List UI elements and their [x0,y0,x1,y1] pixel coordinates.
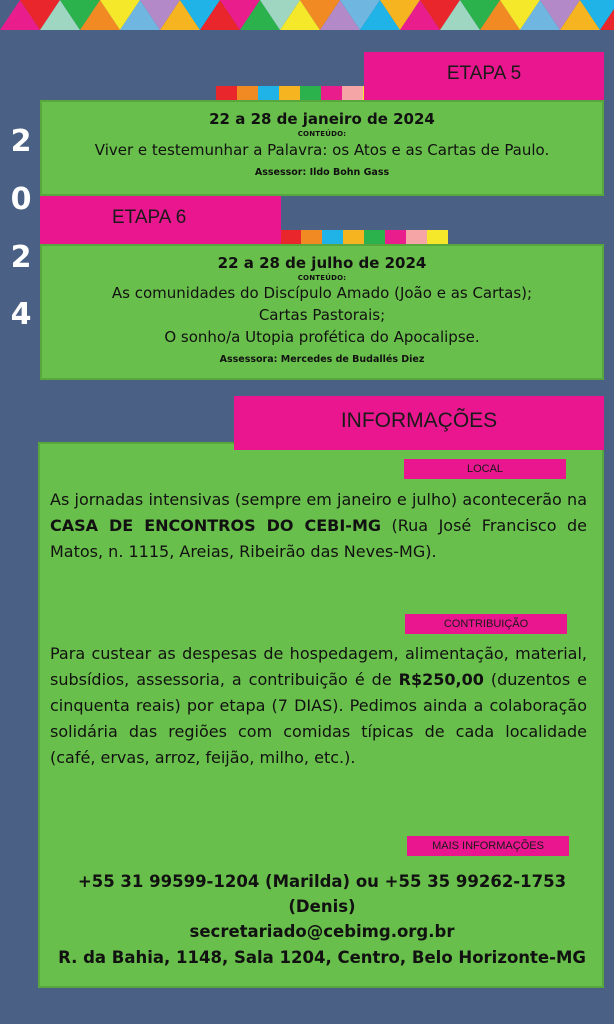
stripe-segment [364,230,385,244]
local-paragraph [50,487,587,565]
contrib-text-1: Para custear as despesas de hospedagem, alimentação, material, subsídios, assessoria, a contribuição é de [50,644,587,689]
etapa6-topic-2: Cartas Pastorais; [258,306,386,324]
stripe-segment [280,230,301,244]
contrib-value: R$250,00 [398,670,484,689]
year-digit-4: 4 [10,297,32,332]
stripe-segment [300,86,321,100]
etapa6-date: 22 a 28 de julho de 2024 [217,254,427,272]
phone-line-1: +55 31 99599-1204 (Marilda) ou +55 35 99262-1753 [77,872,567,891]
local-tag: LOCAL [404,459,566,479]
stripe-segment [385,230,406,244]
info-title: INFORMAÇÕES [234,396,604,450]
color-stripe [280,230,448,244]
decorative-triangle-band [0,0,614,32]
mais-informacoes-tag: MAIS INFORMAÇÕES [407,836,569,856]
triangle-pattern [0,0,614,32]
etapa6-topic-3: O sonho/a Utopia profética do Apocalipse. [164,328,480,346]
etapa6-assessor: Assessora: Mercedes de Budallés Diez [219,354,425,365]
color-stripe [216,86,384,100]
etapa5-topic: Viver e testemunhar a Palavra: os Atos e as Cartas de Paulo. [94,141,550,159]
year-digit-3: 2 [10,240,32,275]
stripe-segment [343,230,364,244]
contribuicao-tag: CONTRIBUIÇÃO [405,614,567,634]
etapa5-label: ETAPA 5 [364,52,604,100]
etapa5-card [40,100,604,196]
etapa6-card [40,244,604,380]
etapa5-assessor: Assessor: Ildo Bohn Gass [254,167,390,178]
stripe-segment [237,86,258,100]
local-text-2: (Rua José Francisco de Matos, n. 1115, Areias, Ribeirão das Neves-MG). [50,516,587,561]
stripe-segment [322,230,343,244]
phone-line-2: (Denis) [288,897,356,916]
stripe-segment [301,230,322,244]
stripe-segment [258,86,279,100]
etapa6-topic-1: As comunidades do Discípulo Amado (João e as Cartas); [111,284,533,302]
etapa6-label: ETAPA 6 [40,196,281,244]
year-digit-2: 0 [10,182,32,217]
stripe-segment [216,86,237,100]
etapa5-date: 22 a 28 de janeiro de 2024 [209,110,435,128]
contribuicao-paragraph [50,641,587,771]
etapa5-conteudo-label: CONTEÚDO: [297,130,347,138]
local-venue: CASA DE ENCONTROS DO CEBI-MG [50,516,381,535]
year-digit-1: 2 [10,124,32,159]
stripe-segment [406,230,427,244]
stripe-segment [342,86,363,100]
stripe-segment [427,230,448,244]
address-line: R. da Bahia, 1148, Sala 1204, Centro, Belo Horizonte-MG [58,948,586,967]
etapa6-conteudo-label: CONTEÚDO: [297,274,347,282]
email-link[interactable]: secretariado@cebimg.org.br [189,922,455,941]
stripe-segment [321,86,342,100]
local-text-1: As jornadas intensivas (sempre em janeiro e julho) acontecerão na [50,490,587,509]
stripe-segment [279,86,300,100]
contrib-text-2: (duzentos e cinquenta reais) por etapa (7 DIAS). Pedimos ainda a colaboração solidária das regiões com comidas típicas de cada localidade (café, ervas, arroz, feijão, milho, etc.). [50,670,587,767]
